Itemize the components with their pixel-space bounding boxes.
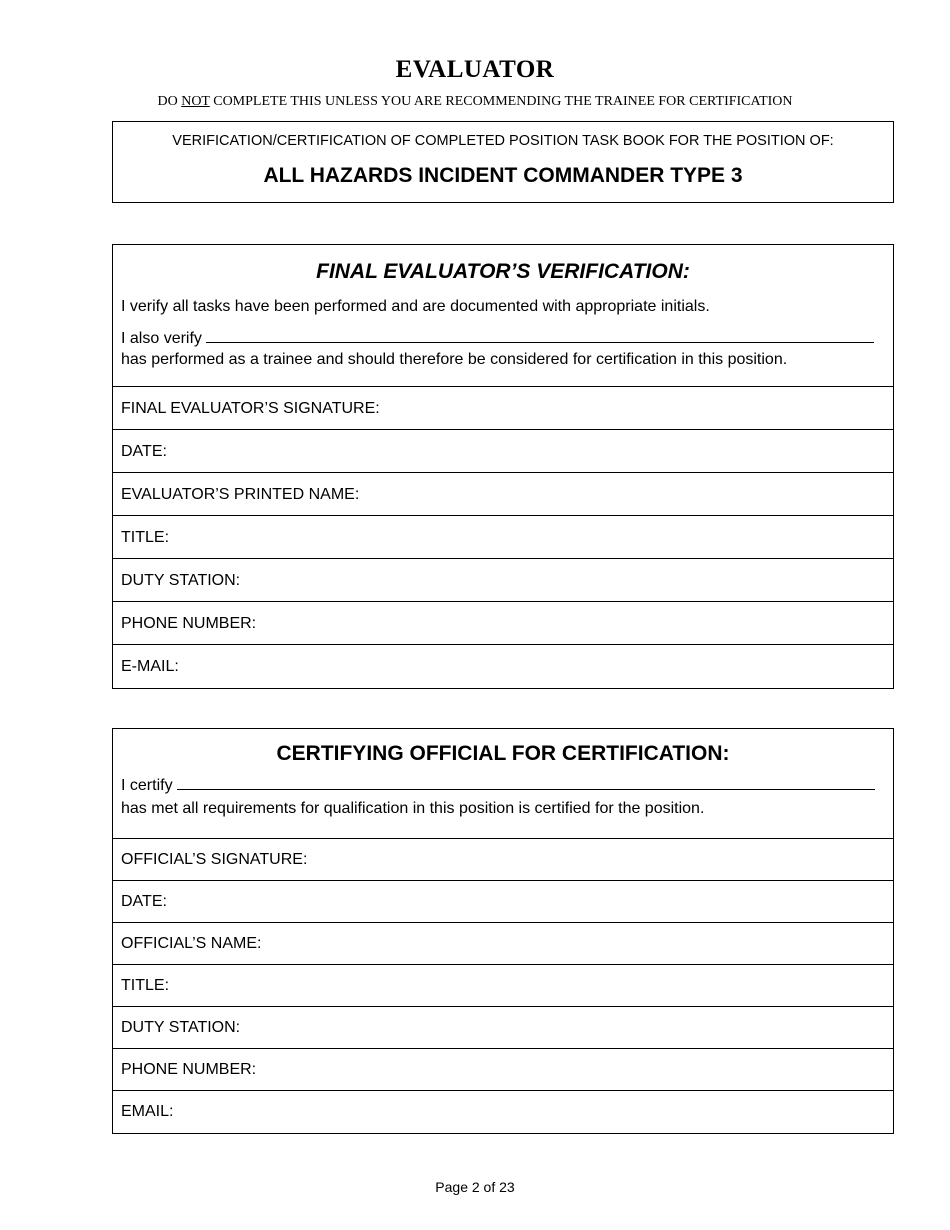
- official-email-label: EMAIL:: [121, 1103, 174, 1120]
- evaluator-printed-name-field[interactable]: [113, 473, 893, 516]
- certifier-statement-1-prefix: I certify: [121, 777, 178, 794]
- certifier-statement-1: [113, 776, 893, 796]
- subtitle-post: COMPLETE THIS UNLESS YOU ARE RECOMMENDING THE TRAINEE FOR CERTIFICATION: [209, 94, 793, 109]
- evaluator-phone-label: PHONE NUMBER:: [121, 615, 257, 632]
- evaluator-email-field[interactable]: [113, 645, 893, 688]
- evaluator-verification-header: [113, 245, 893, 387]
- official-date-label: DATE:: [121, 893, 167, 910]
- evaluator-statement-1: I verify all tasks have been performed and are documented with appropriate initials.: [121, 298, 710, 315]
- evaluator-date-label: DATE:: [121, 443, 167, 460]
- certifying-official-section: [112, 728, 894, 1134]
- official-phone-field[interactable]: [113, 1049, 893, 1091]
- official-duty-station-label: DUTY STATION:: [121, 1019, 241, 1036]
- evaluator-verification-section: [112, 244, 894, 689]
- position-box: [112, 121, 894, 203]
- evaluator-signature-label: FINAL EVALUATOR’S SIGNATURE:: [121, 400, 380, 417]
- certifier-statement-2: has met all requirements for qualification in this position is certified for the position.: [121, 800, 705, 817]
- official-signature-field[interactable]: [113, 839, 893, 881]
- evaluator-heading: FINAL EVALUATOR’S VERIFICATION:: [316, 260, 690, 283]
- subtitle-emphasis: NOT: [181, 94, 210, 109]
- page-subtitle: [0, 94, 950, 110]
- evaluator-duty-station-field[interactable]: [113, 559, 893, 602]
- evaluator-email-label: E-MAIL:: [121, 658, 179, 675]
- position-title: ALL HAZARDS INCIDENT COMMANDER TYPE 3: [263, 164, 743, 187]
- official-title-field[interactable]: [113, 965, 893, 1007]
- certifying-official-header: [113, 729, 893, 839]
- position-label: VERIFICATION/CERTIFICATION OF COMPLETED POSITION TASK BOOK FOR THE POSITION OF:: [172, 133, 834, 149]
- official-phone-label: PHONE NUMBER:: [121, 1061, 257, 1078]
- official-duty-station-field[interactable]: [113, 1007, 893, 1049]
- page-title: EVALUATOR: [395, 56, 555, 83]
- evaluator-duty-station-label: DUTY STATION:: [121, 572, 241, 589]
- evaluator-printed-name-label: EVALUATOR’S PRINTED NAME:: [121, 486, 360, 503]
- evaluator-statement-3: has performed as a trainee and should therefore be considered for certification in this position.: [121, 351, 788, 368]
- official-title-label: TITLE:: [121, 977, 170, 994]
- official-email-field[interactable]: [113, 1091, 893, 1133]
- evaluator-date-field[interactable]: [113, 430, 893, 473]
- evaluator-title-field[interactable]: [113, 516, 893, 559]
- official-signature-label: OFFICIAL’S SIGNATURE:: [121, 851, 308, 868]
- trainee-name-blank[interactable]: [206, 341, 874, 343]
- evaluator-statement-2: [113, 329, 893, 349]
- certifier-heading: CERTIFYING OFFICIAL FOR CERTIFICATION:: [276, 742, 730, 765]
- official-name-label: OFFICIAL’S NAME:: [121, 935, 262, 952]
- page-number: Page 2 of 23: [435, 1179, 515, 1195]
- evaluator-phone-field[interactable]: [113, 602, 893, 645]
- evaluator-statement-2-prefix: I also verify: [121, 330, 207, 347]
- official-date-field[interactable]: [113, 881, 893, 923]
- evaluator-signature-field[interactable]: [113, 387, 893, 430]
- evaluator-title-label: TITLE:: [121, 529, 170, 546]
- official-name-field[interactable]: [113, 923, 893, 965]
- certified-name-blank[interactable]: [177, 788, 875, 790]
- subtitle-pre: DO: [157, 94, 182, 109]
